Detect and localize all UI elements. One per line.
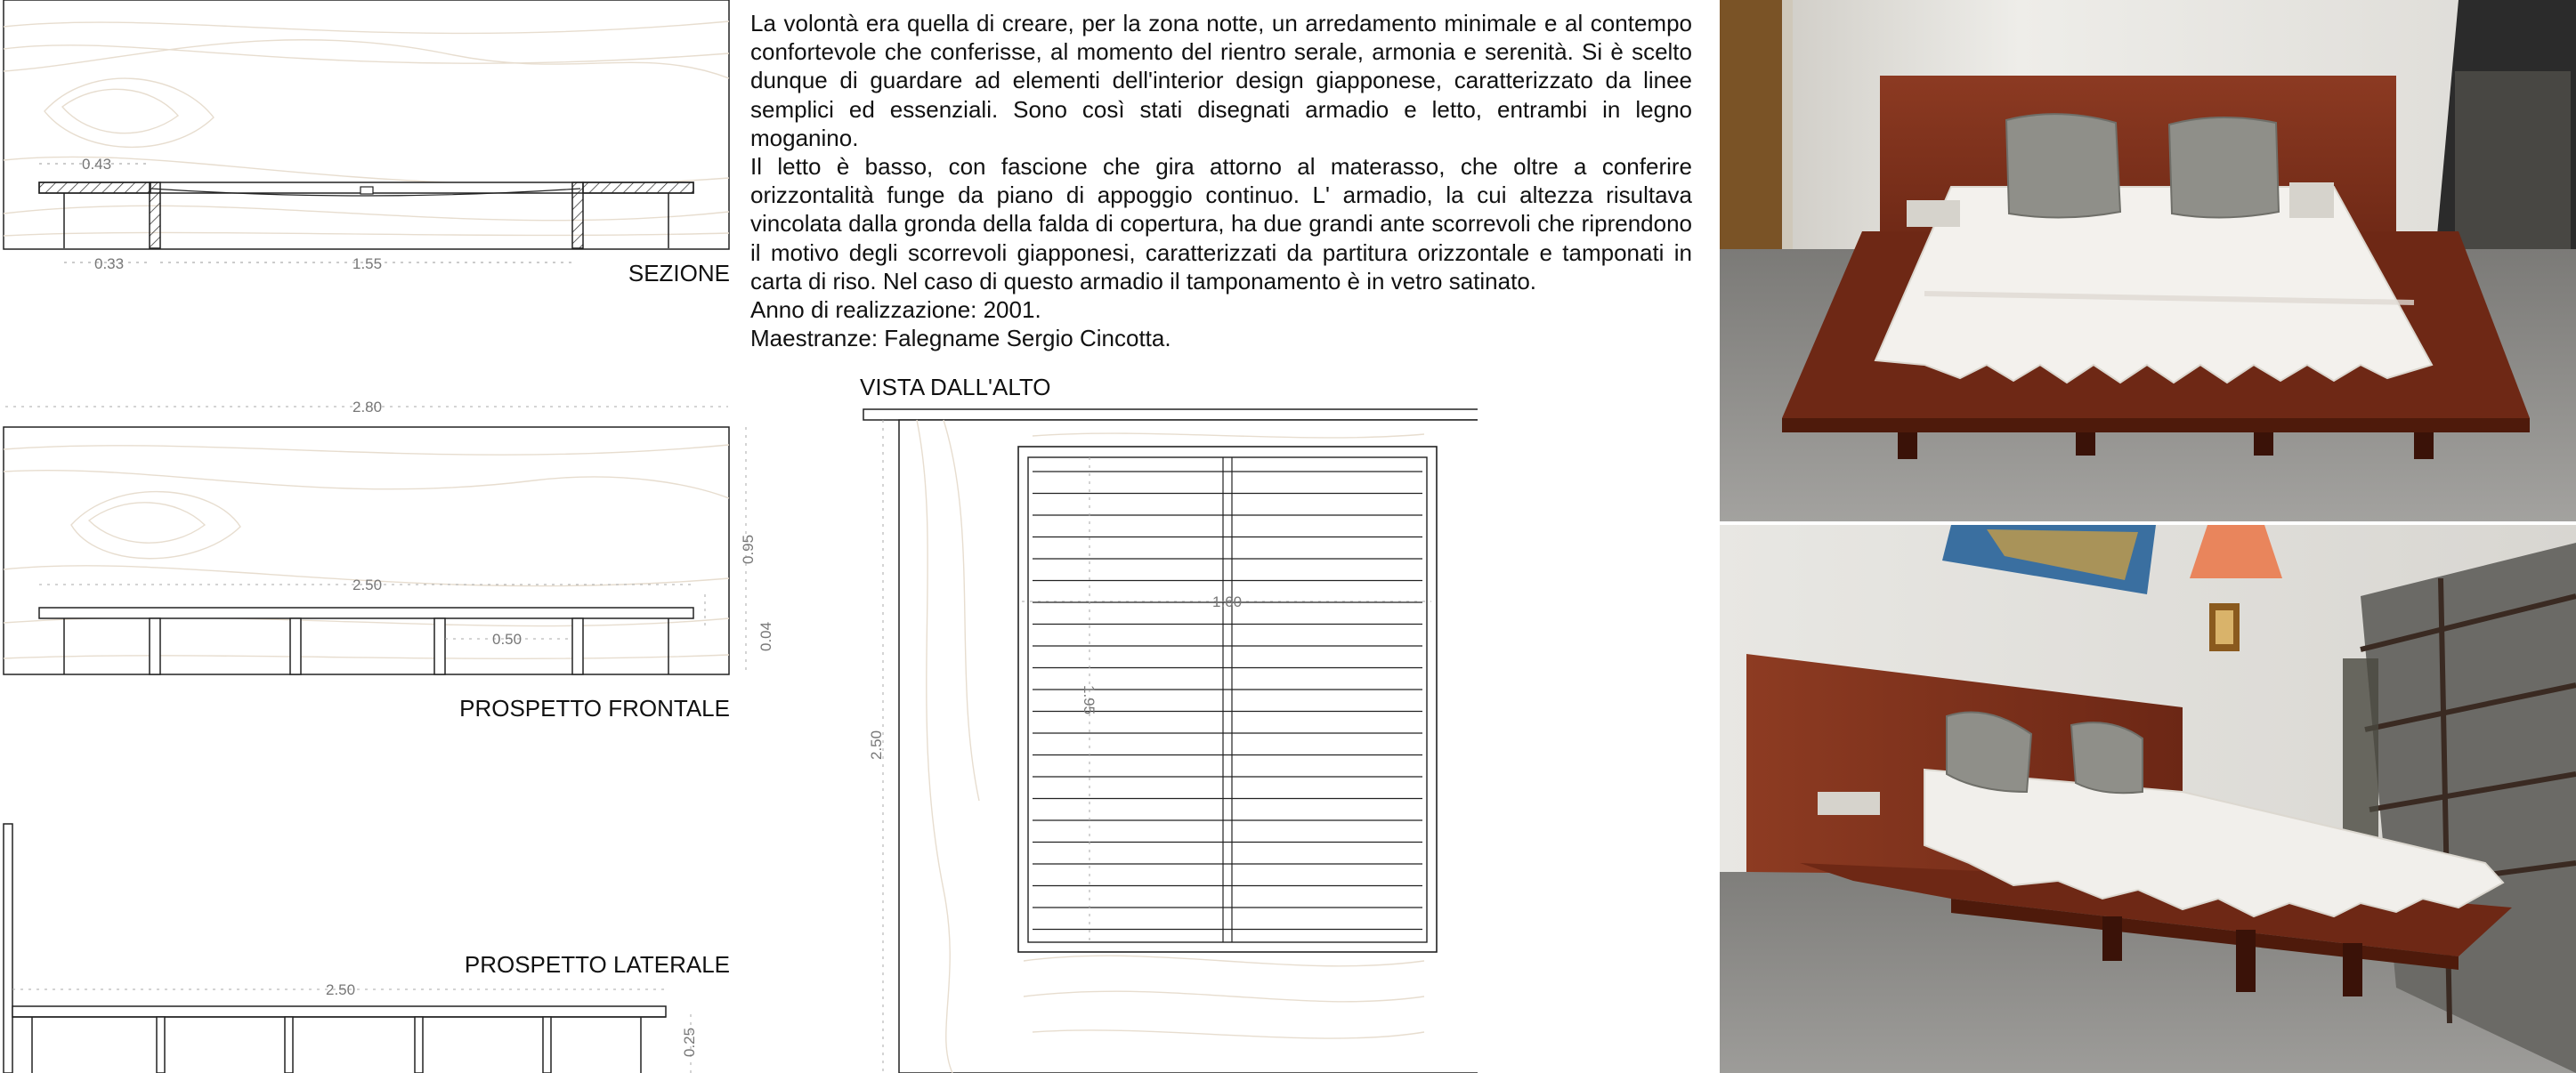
dim-095: 0.95 [740,534,757,564]
side-title: PROSPETTO LATERALE [464,951,730,978]
bed-photo-angled-illustration [1720,525,2576,1073]
section-title: SEZIONE [628,260,730,286]
dim-160: 1.60 [1212,593,1243,610]
dim-050: 0.50 [492,631,522,648]
top-view-drawing [860,374,1478,1073]
dim-033: 0.33 [94,255,125,272]
bed-photo-front [1720,0,2576,521]
description-paragraph-2: Il letto è basso, con fascione che gira attorno al materasso, che oltre a conferire orizzontalità funge da piano di appoggio continuo. L' armadio, la cui altezza risultava vincolata dalla gronda della falda di copertura, ha due grandi ante scorrevoli che riprendono il motivo degli scorrevoli giapponesi, caratterizzati da partitura orizzontale e tamponati in carta di riso. Nel caso di questo armadio il tamponamento è in vetro satinato. [750,153,1692,294]
dim-side-250: 2.50 [326,981,356,998]
realization-year: Anno di realizzazione: 2001. [750,296,1041,324]
front-elevation-drawing [4,399,774,722]
bed-photo-angled [1720,525,2576,1073]
dim-025: 0.25 [681,1027,698,1057]
dim-043: 0.43 [82,156,112,173]
top-title: VISTA DALL'ALTO [860,374,1051,400]
project-description [750,9,1692,352]
wood-grain [4,21,729,236]
dim-004: 0.04 [757,621,774,651]
description-paragraph-1: La volontà era quella di creare, per la zona notte, un arredamento minimale e al contempo confortevole che conferisse, al momento del rientro serale, armonia e serenità. Si è scelto dunque di guardare ad elementi dell'interior design giapponese, caratterizzato da linee semplici ed essenziali. Sono così stati disegnati armadio e letto, entrambi in legno moganino. [750,10,1692,151]
wood-grain [4,445,729,658]
bed-photo-front-illustration [1720,0,2576,521]
dim-250: 2.50 [352,577,383,593]
front-title: PROSPETTO FRONTALE [459,695,730,722]
dim-top-250: 2.50 [868,730,885,760]
dim-280: 2.80 [352,399,383,415]
dim-195: 1.95 [1081,685,1098,715]
dim-155: 1.55 [352,255,383,272]
side-elevation-drawing [4,824,730,1073]
section-drawing [4,0,730,286]
craftsmen: Maestranze: Falegname Sergio Cincotta. [750,325,1171,352]
